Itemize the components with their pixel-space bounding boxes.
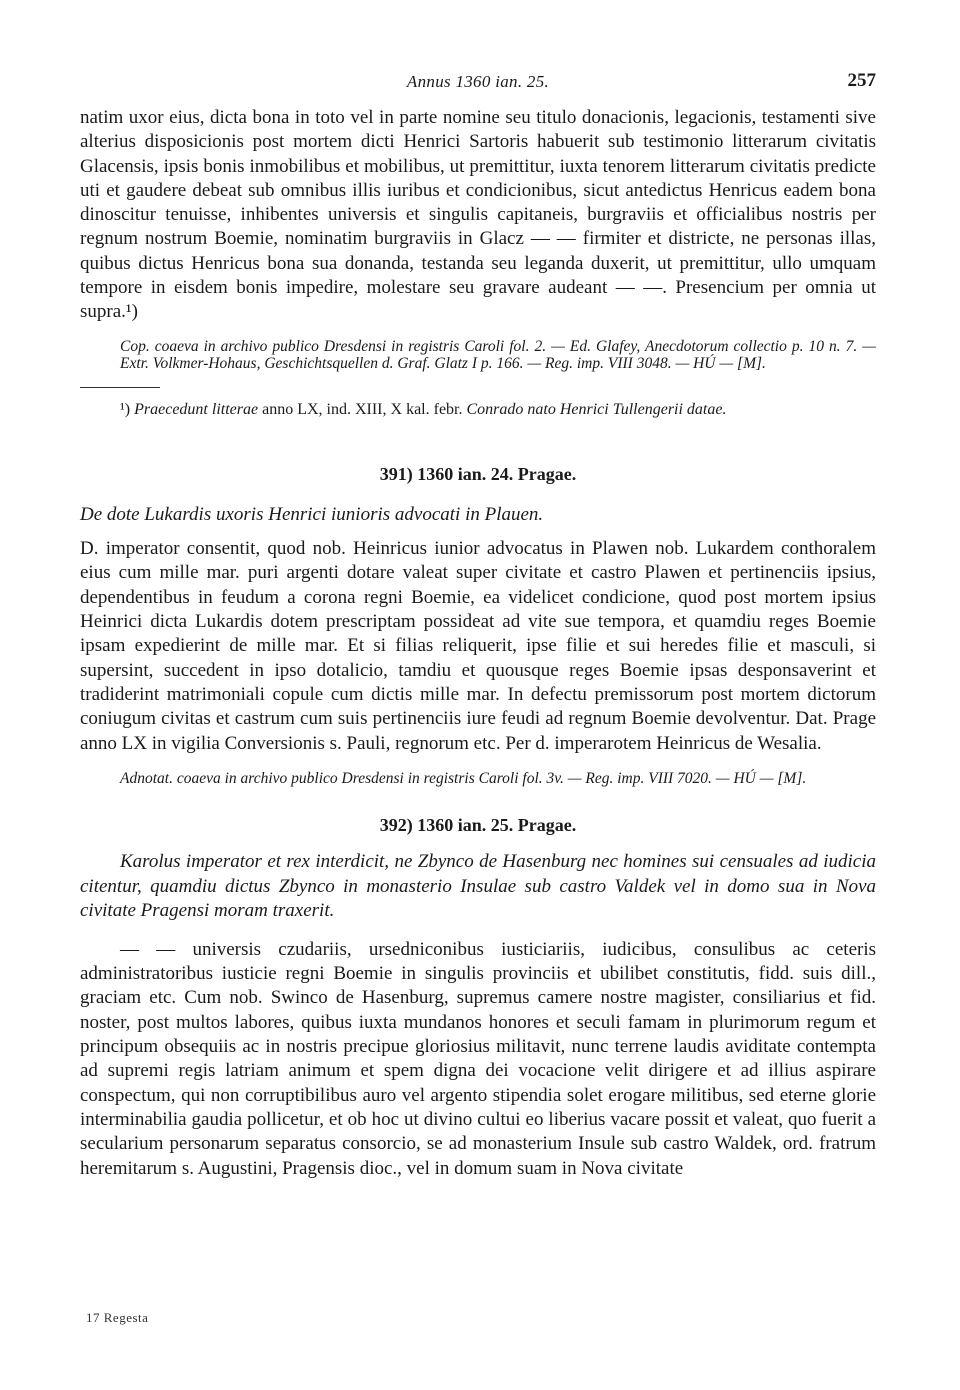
doc391-regest: De dote Lukardis uxoris Henrici iunioris advocati in Plauen.	[80, 503, 544, 525]
running-title: Annus 1360 ian. 25.	[406, 72, 550, 91]
doc390-footnote	[80, 400, 876, 420]
doc390-source-note: Cop. coaeva in archivo publico Dresdensi in registris Caroli fol. 2. — Ed. Glafey, Anecdotorum collectio p. 10 n. 7. — Extr. Volkmer-Hohaus, Geschichtsquellen d. Graf. Glatz I p. 166. — Reg. imp. VIII 3048. — HÚ — [M].	[120, 337, 876, 373]
doc391-body-text: D. imperator consentit, quod nob. Heinricus iunior advocatus in Plawen nob. Lukardem conthoralem eius cum mille mar. puri argenti dotare valeat super civitate et castro Plawen et pertinenciis ipsius, dependentibus in feudum a corona regni Boemie, ea videlicet condicione, quod post mortem ipsius Heinrici dicta Lukardis dotem prescriptam possideat ad vite sue tempora, et quamdiu reges Boemie ipsam expedierint de mille mar. Et si filias reliquerit, ipse filie et sui heredes filie et masculi, si supersint, succedent in ipso dotalicio, tamdiu et quousque reges Boemie ipsas desponsaverint et tradiderint matrimoniali copule cum dictis mille mar. In defectu premissorum post mortem dictorum coniugum civitas et castrum cum suis pertinenciis iure feudi ad regnum Boemie devolventur. Dat. Prage anno LX in vigilia Conversionis s. Pauli, regnorum etc. Per d. imperarotem Heinricus de Wesalia.	[80, 538, 876, 754]
doc392-regest: Karolus imperator et rex interdicit, ne Zbynco de Hasenburg nec homines sui censuales ad iudicia citentur, quamdiu dictus Zbynco in monasterio Insulae sub castro Valdek vel in domo sua in Nova civitate Pragensi moram traxerit.	[80, 851, 876, 922]
page	[80, 60, 876, 1181]
page-header	[80, 60, 876, 100]
doc390-body-text: natim uxor eius, dicta bona in toto vel in parte nomine seu titulo donacionis, legacionis, testamenti sive alterius disposicionis post mortem dicti Henrici Sartoris habuerit sub testimonio litterarum civitatis Glacensis, ipsis bonis inmobilibus et mobilibus, ut premittitur, iuxta tenorem litterarum civitatis predicte uti et gaudere debeat sub omnibus illis iuribus et condicionibus, sicut antedictus Henricus eadem bona dinoscitur tenuisse, inhibentes universis et singulis capitaneis, burgraviis et officialibus nostris per regnum nostrum Boemie, nominatim burgraviis in Glacz — — firmiter et districte, ne personas illas, quibus dictus Henricus bona sua donanda, testanda seu leganda duxerit, ut premittitur, ullo umquam tempore in eisdem bonis impedire, molestare seu gravare audeant — —. Presencium per omnia ut supra.¹)	[80, 107, 876, 323]
footnote-text-b: anno LX, ind. XIII, X kal. febr.	[262, 400, 463, 418]
doc392-heading: 392) 1360 ian. 25. Pragae.	[379, 815, 577, 836]
doc392-body-text: — — universis czudariis, ursedniconibus iusticiariis, iudicibus, consulibus ac ceteris administratoribus iusticie regni Boemie in singulis provinciis et ubilibet constitutis, fidd. suis dill., graciam etc. Cum nob. Swinco de Hasenburg, supremus camere nostre magister, consiliarius et fid. noster, post multos labores, quibus iuxta mundanos honores et seculi famam in plurimorum regum et principum obsequiis ac in nostris precipue gloriosius militavit, nunc terrene laudis aviditate contempta ad supremi regis latriam animum et spem digna dei vocacione velit dirigere et ad illius aspirare conspectum, qui non corruptibilibus auro vel argento stipendia solet erogare militibus, sed eterne glorie interminabilia gaudia pollicetur, et ob hoc ut divino cultui eo liberius vacare possit et valeat, quo fuerit a secularium personarum separatus consorcio, se ad monasterium Insule sub castro Waldek, ord. fratrum heremitarum s. Augustini, Pragensis dioc., vel in domum suam in Nova civitate	[80, 938, 876, 1179]
page-number: 257	[847, 70, 876, 91]
footnote-text-a: Praecedunt litterae	[134, 400, 259, 418]
page-footer-signature: 17 Regesta	[86, 1310, 149, 1325]
doc391-heading: 391) 1360 ian. 24. Pragae.	[379, 463, 577, 484]
footnote-text-c: Conrado nato Henrici Tullengerii datae.	[466, 400, 727, 418]
footnote-marker: ¹)	[120, 400, 131, 418]
footnote-separator	[80, 387, 160, 388]
doc391-source-note: Adnotat. coaeva in archivo publico Dresdensi in registris Caroli fol. 3v. — Reg. imp. VIII 7020. — HÚ — [M].	[120, 769, 807, 787]
